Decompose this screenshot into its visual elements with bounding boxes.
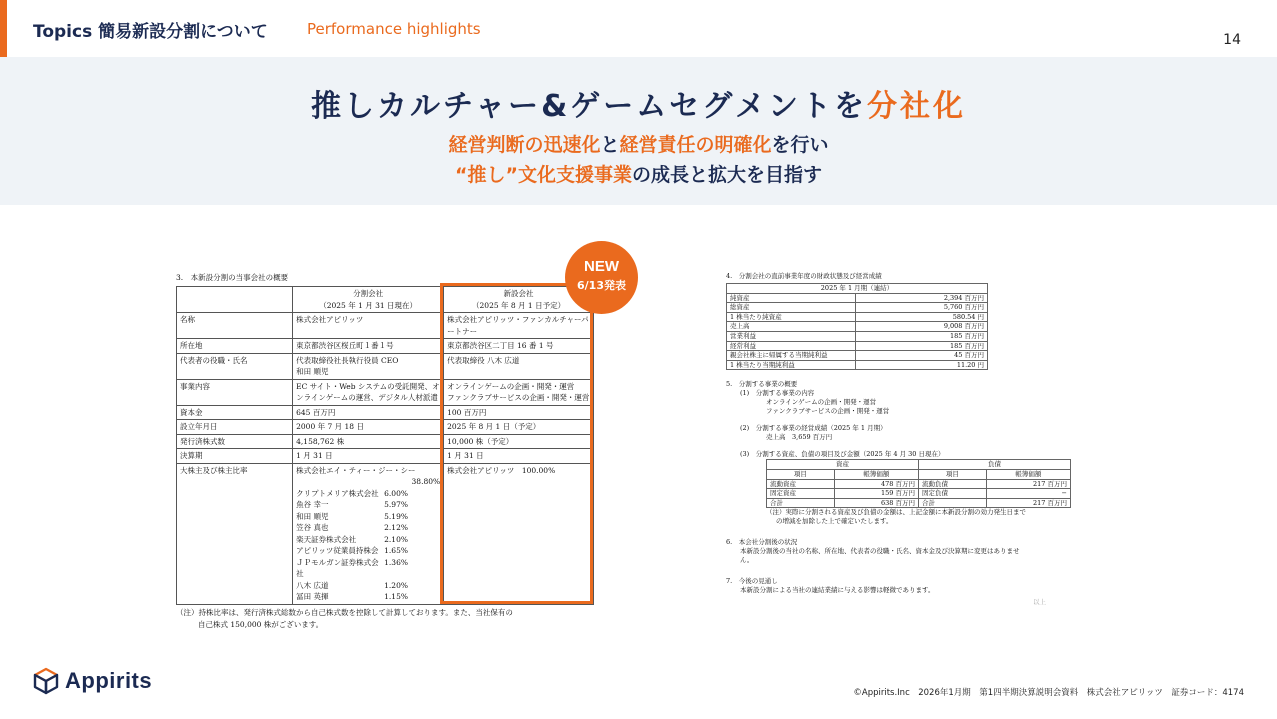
shareholder-pct: 1.65%	[384, 546, 408, 555]
table-cell: 185 百万円	[856, 341, 988, 351]
table-cell: 638 百万円	[834, 498, 918, 508]
table-row	[727, 303, 988, 313]
shareholder-pct: 1.15%	[384, 592, 408, 601]
table-cell: 645 百万円	[293, 405, 444, 420]
section-7-body: 本新設分割による当社の連結業績に与える影響は軽微であります。	[740, 586, 935, 595]
table-cell: 4,158,762 株	[293, 434, 444, 449]
section-5-1: (1) 分割する事業の内容	[740, 389, 815, 398]
table-cell: 発行済株式数	[177, 434, 293, 449]
table-cell: 2025 年 1 月期（連結）	[727, 284, 988, 294]
section-6-body: 本新設分割後の当社の名称、所在地、代表者の役職・氏名、資本金及び決算期に変更はありませ	[740, 547, 1020, 556]
table-cell: オンラインゲームの企画・開発・運営 ファンクラブサービスの企画・開発・運営	[444, 379, 594, 405]
shareholder-name: 冨田 英揮	[296, 592, 329, 601]
shareholding-note	[176, 607, 594, 631]
table-cell: 名称	[177, 313, 293, 339]
shareholder-name: 和田 順児	[296, 511, 329, 521]
table-cell: 45 百万円	[856, 351, 988, 361]
table-row	[727, 351, 988, 361]
table-cell: 478 百万円	[834, 479, 918, 489]
table-cell: 項目	[767, 469, 835, 479]
assets-liabilities-table	[766, 459, 1071, 508]
table-cell: 代表者の役職・氏名	[177, 353, 293, 379]
table-row	[767, 498, 1071, 508]
shareholder-name: 八木 広道	[296, 580, 329, 590]
table-cell: 5,760 百万円	[856, 303, 988, 313]
shareholder-name: ＪＰモルガン証券株式会社	[296, 557, 379, 578]
hero-line2-c: 経営責任の明確化	[619, 134, 772, 156]
table-cell: 株式会社アピリッツ 100.00%	[444, 463, 594, 604]
table-cell: 合計	[918, 498, 986, 508]
table-cell: 大株主及び株主比率	[177, 463, 293, 604]
table-cell: 事業内容	[177, 379, 293, 405]
table-cell: 純資産	[727, 293, 856, 303]
badge-new-label: NEW	[584, 258, 619, 275]
section-6-title: 6. 本会社分割後の状況	[726, 538, 798, 547]
table-cell: 売上高	[727, 322, 856, 332]
table-cell: 217 百万円	[986, 498, 1070, 508]
table-cell: 親会社株主に帰属する当期純利益	[727, 351, 856, 361]
hero-line-2	[0, 130, 1277, 157]
table-cell: 2,394 百万円	[856, 293, 988, 303]
section-7-title: 7. 今後の見通し	[726, 577, 778, 586]
table-cell: 営業利益	[727, 331, 856, 341]
hero-headline	[0, 81, 1277, 125]
table-cell: 東京都渋谷区二丁目 16 番 1 号	[444, 339, 594, 354]
table-row	[727, 360, 988, 370]
section-5-3: (3) 分割する資産、負債の項目及び金額（2025 年 4 月 30 日現在）	[740, 450, 945, 459]
table-cell: 設立年月日	[177, 420, 293, 435]
note-line: （注）持株比率は、発行済株式総数から自己株式数を控除して計算しております。また、当社保有の	[176, 607, 513, 617]
section-5-3-note: の増減を加除した上で確定いたします。	[776, 517, 893, 526]
financials-table	[726, 283, 988, 370]
shareholder-pct: 2.10%	[384, 534, 408, 544]
table-cell: 1 月 31 日	[444, 449, 594, 464]
table-header-row	[727, 284, 988, 294]
table-cell: 217 百万円	[986, 479, 1070, 489]
table-cell: 東京都渋谷区桜丘町１番１号	[293, 339, 444, 354]
section-5-2: (2) 分割する事業の経営成績（2025 年 1 月期）	[740, 424, 887, 433]
shareholders-list	[293, 463, 444, 604]
slide-header	[0, 0, 1277, 57]
hero-line2-d: を行い	[771, 134, 829, 156]
table-cell: 資産	[767, 460, 919, 470]
table-cell: 1 株当たり純資産	[727, 312, 856, 322]
table-cell: 2000 年 7 月 18 日	[293, 420, 444, 435]
table-cell: 1 月 31 日	[293, 449, 444, 464]
table-cell: 総資産	[727, 303, 856, 313]
shareholder-pct: 5.97%	[384, 500, 408, 509]
shareholder-name: アピリッツ従業員持株会	[296, 546, 379, 555]
table-cell: −	[986, 489, 1070, 499]
logo-text: Appirits	[65, 668, 153, 693]
table-cell: EC サイト・Web システムの受託開発、オンラインゲームの運営、デジタル人材派遣	[293, 379, 444, 405]
section-3-title: 3. 本新設分割の当事会社の概要	[176, 273, 289, 282]
table-row	[727, 312, 988, 322]
table-cell: 10,000 株（予定）	[444, 434, 594, 449]
footer-copyright: ©Appirits.Inc 2026年1月期 第1四半期決算説明会資料 株式会社アピリッツ 証券コード：4174	[853, 688, 1244, 698]
table-cell: 580.54 円	[856, 312, 988, 322]
headline-accent: 分社化	[866, 89, 966, 124]
table-row	[767, 479, 1071, 489]
shareholder-name: 笠谷 真也	[296, 523, 329, 532]
financial-summary-document	[726, 272, 1066, 607]
table-cell: 185 百万円	[856, 331, 988, 341]
section-5-3-note: （注）実際に分割される資産及び負債の金額は、上記金額に本新設分割の効力発生日まで	[766, 508, 1026, 517]
table-cell: 資本金	[177, 405, 293, 420]
shareholder-pct: 1.36%	[384, 557, 408, 567]
table-header-row	[767, 469, 1071, 479]
table-cell: 代表取締役社長執行役員 CEO 和田 順児	[293, 353, 444, 379]
table-cell: 100 百万円	[444, 405, 594, 420]
table-row	[727, 331, 988, 341]
table-cell: 159 百万円	[834, 489, 918, 499]
new-company-highlight	[440, 283, 593, 604]
table-cell: 株式会社アピリッツ	[293, 313, 444, 339]
table-cell: 流動資産	[767, 479, 835, 489]
badge-date-label: 6/13発表	[577, 279, 626, 292]
table-cell: 帳簿価額	[986, 469, 1070, 479]
hero-line2-b: と	[600, 134, 620, 156]
table-cell: 所在地	[177, 339, 293, 354]
table-cell: 帳簿価額	[834, 469, 918, 479]
shareholder-pct: 1.20%	[384, 580, 408, 590]
header-accent-bar	[0, 0, 7, 57]
table-cell: 固定負債	[918, 489, 986, 499]
table-cell: 流動負債	[918, 479, 986, 489]
shareholder-first-pct: 38.80%	[411, 477, 441, 486]
shareholder-name: クリプトメリア株式会社	[296, 488, 379, 498]
table-cell: 新設会社 （2025 年 8 月 1 日予定）	[444, 287, 594, 313]
note-line: 自己株式 150,000 株がございます。	[198, 619, 324, 629]
shareholder-pct: 2.12%	[384, 523, 408, 532]
table-cell: 2025 年 8 月 1 日（予定）	[444, 420, 594, 435]
section-5-2-a: 売上高 3,659 百万円	[766, 433, 833, 442]
table-cell: 経常利益	[727, 341, 856, 351]
table-cell: 決算期	[177, 449, 293, 464]
hero-line3-b: の成長と拡大を目指す	[631, 164, 822, 186]
table-cell: 分割会社 （2025 年 1 月 31 日現在）	[293, 287, 444, 313]
shareholder-pct: 5.19%	[384, 511, 408, 521]
table-cell: 1 株当たり当期純利益	[727, 360, 856, 370]
shareholder-first: 株式会社エイ・ティー・ジー・シー	[296, 465, 416, 475]
section-5-title: 5. 分割する事業の概要	[726, 380, 798, 389]
new-badge	[565, 241, 638, 314]
hero-line3-a: “推し”文化支援事業	[455, 164, 632, 186]
section-5-1-b: ファンクラブサービスの企画・開発・運営	[766, 407, 890, 416]
header-title: Topics 簡易新設分割について	[33, 22, 268, 42]
table-cell: 9,008 百万円	[856, 322, 988, 332]
section-4-title: 4. 分割会社の直前事業年度の財政状態及び経営成績	[726, 272, 882, 280]
section-6-body: ん。	[740, 556, 754, 565]
page-number: 14	[1223, 32, 1241, 48]
table-cell	[177, 287, 293, 313]
shareholder-name: 魚谷 幸一	[296, 500, 329, 509]
table-cell: 固定資産	[767, 489, 835, 499]
shareholder-grid	[296, 488, 440, 603]
table-cell: 代表取締役 八木 広道	[444, 353, 594, 379]
table-cell: 項目	[918, 469, 986, 479]
table-header-row	[767, 460, 1071, 470]
table-row	[727, 341, 988, 351]
cube-logo-icon	[33, 667, 59, 695]
table-row	[727, 322, 988, 332]
table-cell: 株式会社アピリッツ・ファンカルチャーパートナー	[444, 313, 594, 339]
hero-banner	[0, 57, 1277, 205]
shareholder-pct: 6.00%	[384, 488, 408, 498]
section-7-tail: 以上	[1033, 598, 1046, 607]
hero-line-3	[0, 160, 1277, 187]
table-cell: 負債	[918, 460, 1070, 470]
hero-line2-a: 経営判断の迅速化	[448, 134, 601, 156]
table-row	[727, 293, 988, 303]
header-subtitle: Performance highlights	[307, 20, 481, 38]
appirits-logo	[33, 667, 152, 695]
headline-main: 推しカルチャー&ゲームセグメントを	[311, 89, 867, 124]
table-cell: 合計	[767, 498, 835, 508]
section-5-1-a: オンラインゲームの企画・開発・運営	[766, 398, 877, 407]
shareholder-name: 楽天証券株式会社	[296, 534, 357, 544]
table-row	[767, 489, 1071, 499]
table-cell: 11.20 円	[856, 360, 988, 370]
